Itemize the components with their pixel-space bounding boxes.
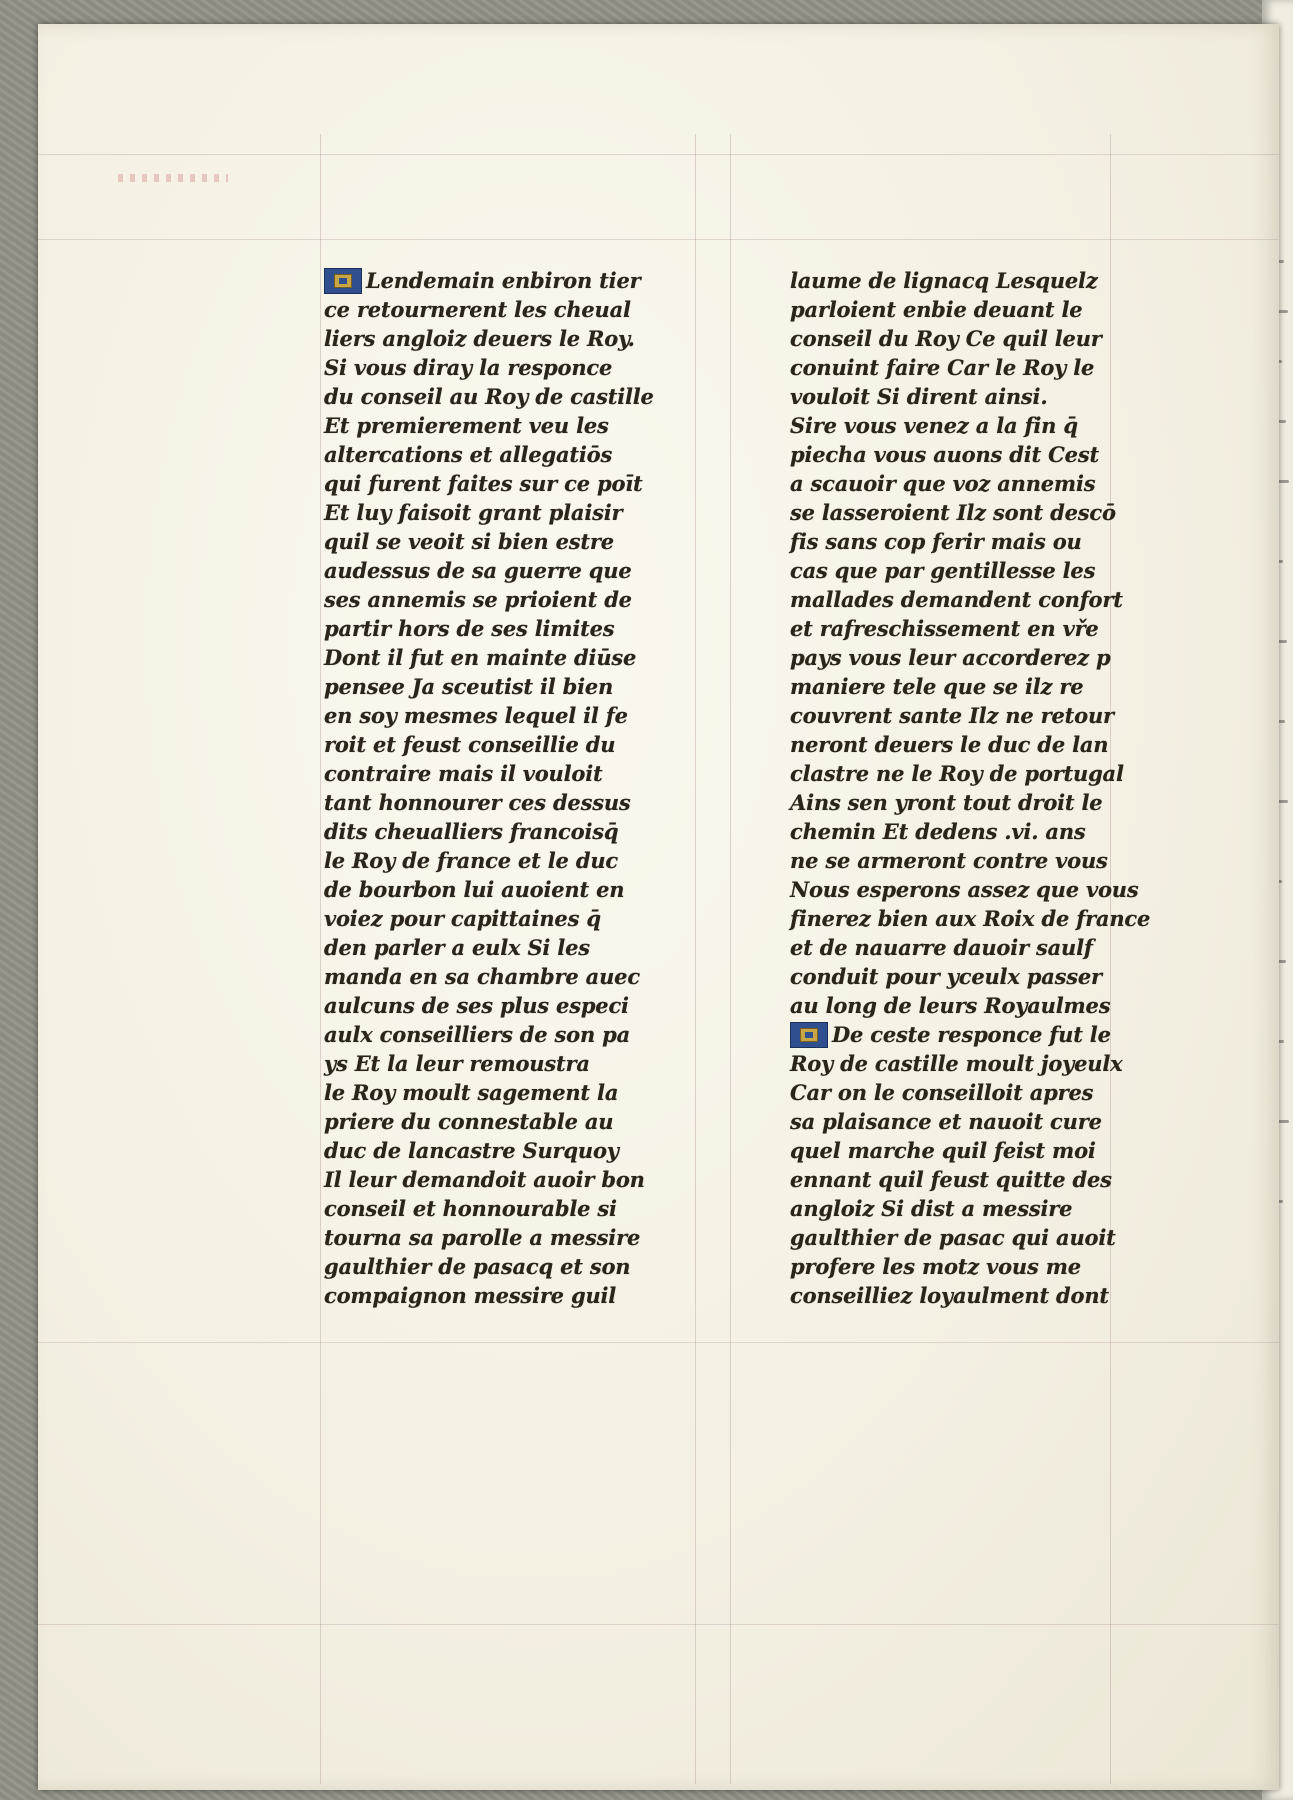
text-line: finerez bien aux Roix de france <box>790 906 1151 931</box>
text-line: Et premierement veu les <box>324 413 609 438</box>
text-line: Ains sen yront tout droit le <box>790 790 1103 815</box>
text-line: conuint faire Car le Roy le <box>790 355 1095 380</box>
text-line: parloient enbie deuant le <box>790 297 1083 322</box>
text-line: chemin Et dedens .vi. ans <box>790 819 1086 844</box>
text-line: cas que par gentillesse les <box>790 558 1096 583</box>
text-line: Dont il fut en mainte diūse <box>324 645 637 670</box>
text-line: le Roy moult sagement la <box>324 1080 619 1105</box>
text-line: quil se veoit si bien estre <box>324 529 614 554</box>
text-line: clastre ne le Roy de portugal <box>790 761 1124 786</box>
text-line: conseil du Roy Ce quil leur <box>790 326 1102 351</box>
text-line: a scauoir que voz annemis <box>790 471 1096 496</box>
text-line: profere les motz vous me <box>790 1254 1081 1279</box>
text-line: de bourbon lui auoient en <box>324 877 625 902</box>
text-line: au long de leurs Royaulmes <box>790 993 1111 1018</box>
text-line: laume de lignacq Lesquelz <box>790 268 1098 293</box>
text-line: Il leur demandoit auoir bon <box>324 1167 645 1192</box>
text-line: audessus de sa guerre que <box>324 558 632 583</box>
text-line: ennant quil feust quitte des <box>790 1167 1112 1192</box>
text-line: ys Et la leur remoustra <box>324 1051 590 1076</box>
text-line: couvrent sante Ilz ne retour <box>790 703 1114 728</box>
text-line: Nous esperons assez que vous <box>790 877 1139 902</box>
text-line: qui furent faites sur ce poīt <box>324 471 643 496</box>
text-line: Roy de castille moult joyeulx <box>790 1051 1123 1076</box>
text-line: Et luy faisoit grant plaisir <box>324 500 623 525</box>
ruling-line <box>38 239 1279 240</box>
text-line: vouloit Si dirent ainsi. <box>790 384 1048 409</box>
text-line: gaulthier de pasacq et son <box>324 1254 631 1279</box>
text-line: gaulthier de pasac qui auoit <box>790 1225 1116 1250</box>
manuscript-folio <box>38 24 1279 1790</box>
text-line: contraire mais il vouloit <box>324 761 603 786</box>
text-line: pensee Ja sceutist il bien <box>324 674 614 699</box>
text-line: ne se armeront contre vous <box>790 848 1108 873</box>
text-line: duc de lancastre Surquoy <box>324 1138 619 1163</box>
text-line: De ceste responce fut le <box>790 1020 1200 1049</box>
text-line: compaignon messire guil <box>324 1283 617 1308</box>
text-line: priere du connestable au <box>324 1109 614 1134</box>
text-line: maniere tele que se ilz re <box>790 674 1084 699</box>
text-line: Si vous diray la responce <box>324 355 613 380</box>
ruling-line <box>38 154 1279 155</box>
text-line: aulx conseilliers de son pa <box>324 1022 631 1047</box>
illuminated-initial-l <box>324 268 362 294</box>
text-line: voiez pour capittaines q̄ <box>324 906 601 931</box>
text-line: Lendemain enbiron tier <box>324 266 734 295</box>
text-line: en soy mesmes lequel il fe <box>324 703 628 728</box>
ruling-line <box>320 134 321 1784</box>
text-line: ce retournerent les cheual <box>324 297 631 322</box>
text-line: piecha vous auons dit Cest <box>790 442 1099 467</box>
text-line: se lasseroient Ilz sont descō <box>790 500 1116 525</box>
text-line: conseil et honnourable si <box>324 1196 617 1221</box>
text-line: fis sans cop ferir mais ou <box>790 529 1082 554</box>
text-line: le Roy de france et le duc <box>324 848 618 873</box>
text-line: conduit pour yceulx passer <box>790 964 1102 989</box>
text-line: quel marche quil feist moi <box>790 1138 1096 1163</box>
text-line: et de nauarre dauoir saulf <box>790 935 1093 960</box>
text-line: mallades demandent confort <box>790 587 1123 612</box>
left-text-column <box>324 266 734 1310</box>
text-line: Sire vous venez a la fin q̄ <box>790 413 1078 438</box>
text-line: aulcuns de ses plus especi <box>324 993 629 1018</box>
illuminated-initial-d <box>790 1022 828 1048</box>
text-line: sa plaisance et nauoit cure <box>790 1109 1102 1134</box>
text-line: roit et feust conseillie du <box>324 732 616 757</box>
text-line: tant honnourer ces dessus <box>324 790 631 815</box>
text-line: manda en sa chambre auec <box>324 964 640 989</box>
text-line: liers angloiz deuers le Roy. <box>324 326 635 351</box>
text-line: dits cheualliers francoisq̄ <box>324 819 619 844</box>
text-line: partir hors de ses limites <box>324 616 615 641</box>
text-line: et rafreschissement en vře <box>790 616 1099 641</box>
text-line: den parler a eulx Si les <box>324 935 590 960</box>
text-line: pays vous leur accorderez p <box>790 645 1111 670</box>
right-text-column <box>790 266 1200 1310</box>
ruling-line <box>38 1342 1279 1343</box>
text-line: angloiz Si dist a messire <box>790 1196 1073 1221</box>
text-line: tourna sa parolle a messire <box>324 1225 641 1250</box>
text-line: Car on le conseilloit apres <box>790 1080 1094 1105</box>
faint-marginal-mark <box>118 174 228 182</box>
ruling-line <box>38 1624 1279 1625</box>
text-line: altercations et allegatiōs <box>324 442 613 467</box>
text-line: du conseil au Roy de castille <box>324 384 654 409</box>
text-line: neront deuers le duc de lan <box>790 732 1109 757</box>
text-line: conseilliez loyaulment dont <box>790 1283 1109 1308</box>
text-line: ses annemis se prioient de <box>324 587 632 612</box>
